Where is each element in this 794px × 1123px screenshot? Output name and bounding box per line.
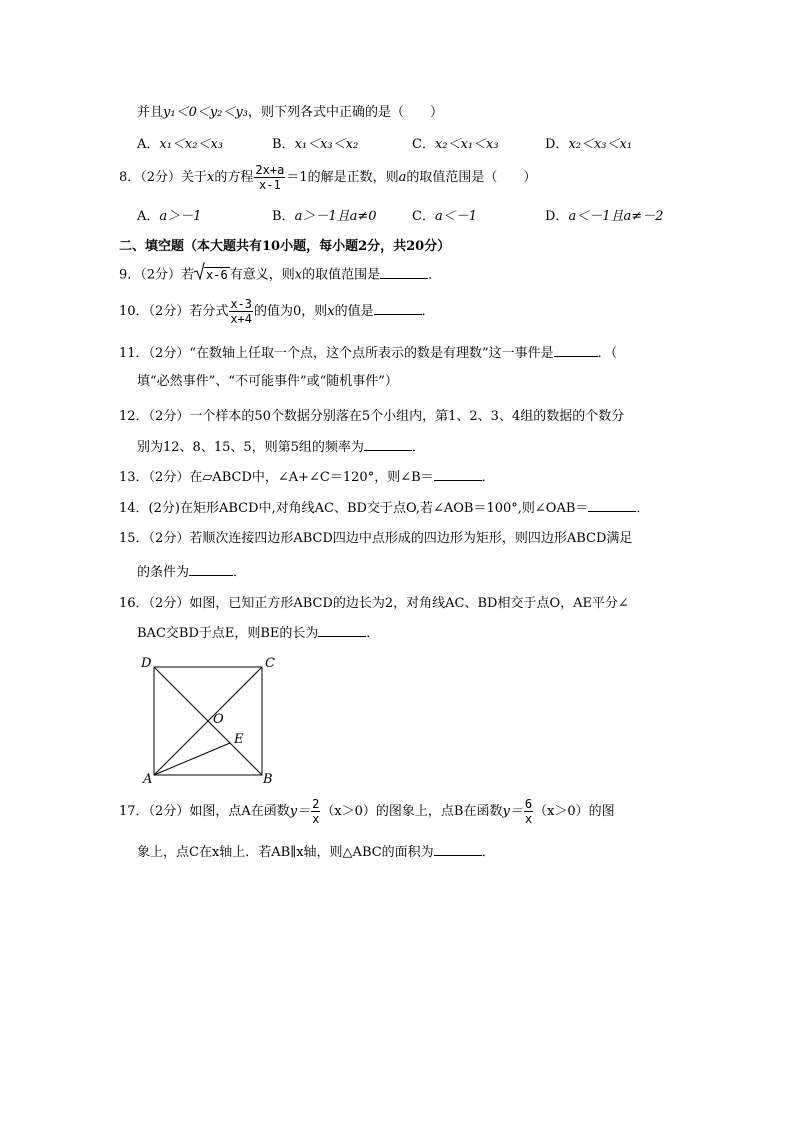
q12-line1: 12．（2分）一个样本的50个数据分别落在5个小组内，第1、2、3、4组的数据的个数分	[119, 409, 625, 424]
q8-option-d: D．a＜－1且a≠－2	[545, 209, 664, 224]
q17-answer-blank	[434, 843, 482, 856]
q15-line1: 15．（2分）若顺次连接四边形ABCD四边中点形成的四边形为矩形，则四边形ABCD满足	[119, 531, 633, 546]
q15-line2: 的条件为 ．	[137, 565, 247, 580]
q8-fraction: $\frac{2x+a}{x-1}$	[255, 163, 285, 192]
q10-question: 10．（2分）若分式 $\frac{x-3}{x+4}$ 的值为0，则x的值是 ．	[119, 297, 435, 326]
q17-line1: 17．（2分）如图，点A在函数y＝ $\frac{2}{x}$ （x＞0）的图象上，点B在函数y＝ $\frac{6}{x}$ （x＞0）的图	[119, 797, 615, 826]
q13-answer-blank	[434, 468, 482, 481]
q7-condition: y₁＜0＜y₂＜y₃	[163, 105, 248, 120]
q11-line2: 填“必然事件”、“不可能事件”或“随机事件”）	[137, 374, 398, 389]
q9-sqrt: x-6	[194, 262, 230, 288]
q14-answer-blank	[588, 499, 636, 512]
q7-option-a: A．x₁＜x₂＜x₃	[137, 137, 224, 152]
q12-line2: 别为12、8、15、5，则第5组的频率为 ．	[137, 440, 425, 455]
q7-continuation: 并且y₁＜0＜y₂＜y₃，则下列各式中正确的是（ ）	[137, 105, 443, 120]
label-b: B	[263, 772, 273, 787]
label-o: O	[213, 712, 224, 727]
q17-fraction-1: $\frac{2}{x}$	[312, 797, 320, 826]
section-title-fill-blank: 二、填空题（本大题共有10小题，每小题2分，共20分）	[119, 239, 451, 254]
q10-answer-blank	[374, 302, 422, 315]
q12-answer-blank	[364, 438, 412, 451]
q8-question: 8．（2分）关于x的方程 $\frac{2x+a}{x-1}$ ＝1的解是正数，则a的取值范围是（ ）	[119, 163, 537, 192]
q17-fraction-2: $\frac{6}{x}$	[524, 797, 533, 826]
q16-square-figure	[140, 655, 280, 785]
q8-option-a: A．a＞－1	[137, 209, 202, 224]
q8-option-b: B．a＞－1且a≠0	[272, 209, 377, 224]
q10-fraction: $\frac{x-3}{x+4}$	[230, 297, 253, 326]
q14-question: 14．(2分)在矩形ABCD中,对角线AC、BD交于点O,若∠AOB＝100°,则∠OAB＝ ．	[119, 501, 650, 516]
q8-option-c: C．a＜－1	[412, 209, 477, 224]
label-c: C	[265, 656, 275, 671]
q7-option-c: C．x₂＜x₁＜x₃	[412, 137, 499, 152]
segment-ae	[154, 743, 230, 775]
q9-question: 9．（2分）若 x-6 有意义，则x的取值范围是 ．	[119, 262, 441, 289]
q13-question: 13．（2分）在▱ABCD中，∠A+∠C＝120°，则∠B＝ ．	[119, 470, 495, 485]
q16-line2: BAC交BD于点E，则BE的长为 ．	[137, 626, 380, 641]
q7-option-b: B．x₁＜x₃＜x₂	[272, 137, 359, 152]
q7-option-d: D．x₂＜x₃＜x₁	[545, 137, 633, 152]
square-diagram	[140, 655, 280, 785]
q16-answer-blank	[318, 624, 366, 637]
q17-line2: 象上，点C在x轴上．若AB∥x轴，则△ABC的面积为 ．	[137, 845, 495, 860]
label-a: A	[143, 772, 153, 787]
label-d: D	[141, 656, 152, 671]
q11-answer-blank	[554, 344, 598, 357]
q9-answer-blank	[380, 266, 428, 279]
q11-line1: 11．（2分）“在数轴上任取一个点，这个点所表示的数是有理数”这一事件是 ．（	[119, 346, 618, 361]
q15-answer-blank	[189, 563, 233, 576]
label-e: E	[234, 732, 244, 747]
q16-line1: 16．（2分）如图，已知正方形ABCD的边长为2，对角线AC、BD相交于点O，AE平分∠	[119, 596, 629, 611]
